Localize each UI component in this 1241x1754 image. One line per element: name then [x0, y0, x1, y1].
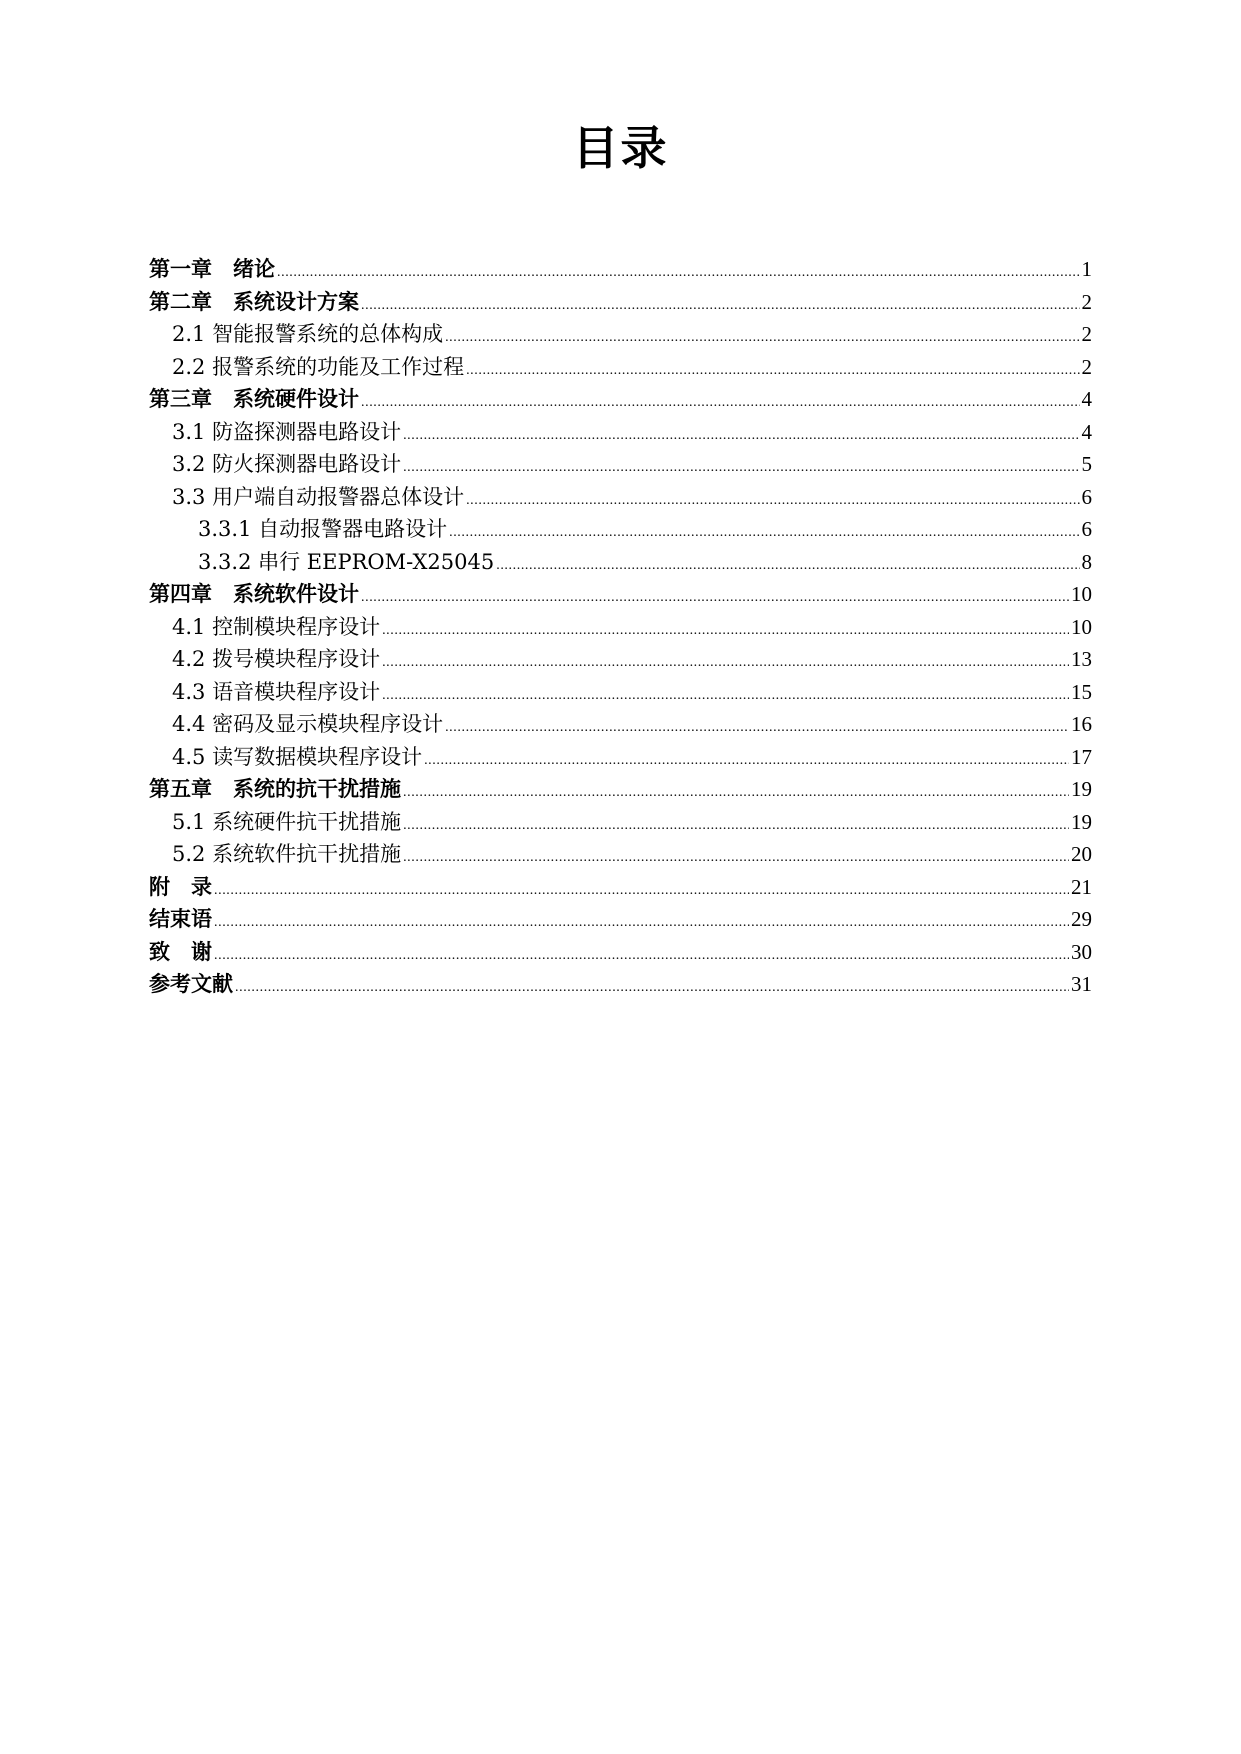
toc-entry-page: 21 [1071, 874, 1092, 899]
toc-entry-page: 17 [1071, 744, 1092, 769]
toc-leader-dots [403, 818, 1069, 834]
toc-entry-page: 20 [1071, 842, 1092, 866]
toc-entry[interactable] [149, 708, 1092, 741]
toc-entry[interactable] [149, 773, 1092, 806]
toc-entry-label: 4.1 控制模块程序设计 [172, 614, 381, 639]
toc-entry[interactable] [149, 416, 1092, 449]
toc-entry-page: 29 [1071, 907, 1092, 931]
toc-entry-page: 16 [1071, 712, 1092, 736]
toc-leader-dots [277, 265, 1080, 281]
toc-entry-label: 第一章 绪论 [149, 256, 275, 281]
toc-entry-label: 致 谢 [149, 938, 212, 964]
toc-entry[interactable] [149, 676, 1092, 709]
toc-entry[interactable] [149, 611, 1092, 644]
toc-entry-label: 第四章 系统软件设计 [149, 581, 359, 606]
toc-leader-dots [361, 395, 1080, 411]
toc-entry[interactable] [149, 286, 1092, 319]
toc-leader-dots [424, 753, 1069, 769]
toc-entry-label: 第五章 系统的抗干扰措施 [149, 776, 401, 801]
toc-entry-label: 附 录 [149, 873, 212, 899]
toc-entry-label: 结束语 [149, 906, 212, 931]
toc-entry[interactable] [149, 448, 1092, 481]
toc-entry[interactable] [149, 936, 1092, 969]
toc-leader-dots [214, 915, 1069, 931]
toc-leader-dots [449, 525, 1079, 541]
toc-entry-page: 10 [1071, 582, 1092, 606]
toc-entry[interactable] [149, 253, 1092, 286]
toc-leader-dots [403, 785, 1069, 801]
toc-entry[interactable] [149, 383, 1092, 416]
toc-entry-label: 4.5 读写数据模块程序设计 [172, 744, 423, 769]
toc-entry-label: 第三章 系统硬件设计 [149, 386, 359, 411]
toc-entry[interactable] [149, 578, 1092, 611]
toc-entry[interactable] [149, 318, 1092, 351]
toc-leader-dots [361, 590, 1069, 606]
toc-entry[interactable] [149, 643, 1092, 676]
toc-entry-label: 2.2 报警系统的功能及工作过程 [172, 354, 465, 379]
toc-entry-page: 1 [1081, 257, 1092, 281]
toc-leader-dots [445, 720, 1069, 736]
page-title: 目录 [572, 121, 669, 175]
toc-entry-label: 5.1 系统硬件抗干扰措施 [172, 809, 402, 834]
toc-entry-label: 4.3 语音模块程序设计 [172, 679, 381, 704]
toc-entry[interactable] [149, 513, 1092, 546]
toc-leader-dots [466, 493, 1079, 509]
toc-leader-dots [445, 330, 1079, 346]
toc-leader-dots [403, 428, 1079, 444]
toc-entry-page: 5 [1081, 452, 1092, 476]
toc-leader-dots [361, 298, 1080, 314]
toc-entry[interactable] [149, 546, 1092, 579]
toc-entry-label: 3.3.2 串行 EEPROM-X25045 [198, 549, 495, 574]
toc-entry[interactable] [149, 806, 1092, 839]
toc-leader-dots [235, 980, 1069, 996]
toc-leader-dots [382, 623, 1069, 639]
toc-leader-dots [496, 558, 1079, 574]
toc-leader-dots [214, 883, 1069, 899]
toc-entry-label: 4.4 密码及显示模块程序设计 [172, 712, 444, 736]
table-of-contents [149, 253, 1092, 1001]
toc-entry-page: 2 [1081, 354, 1092, 379]
toc-entry[interactable] [149, 871, 1092, 904]
toc-entry[interactable] [149, 968, 1092, 1001]
toc-entry-page: 6 [1081, 517, 1092, 541]
toc-entry-page: 19 [1071, 809, 1092, 834]
toc-entry-page: 2 [1081, 289, 1092, 314]
toc-entry-label: 2.1 智能报警系统的总体构成 [172, 322, 444, 346]
toc-entry[interactable] [149, 838, 1092, 871]
toc-entry-label: 第二章 系统设计方案 [149, 288, 359, 314]
toc-entry-page: 6 [1081, 484, 1092, 509]
toc-entry-label: 3.3 用户端自动报警器总体设计 [172, 484, 465, 509]
toc-entry-label: 4.2 拨号模块程序设计 [172, 647, 381, 671]
toc-leader-dots [382, 688, 1069, 704]
toc-entry-page: 31 [1071, 972, 1092, 996]
toc-entry-page: 10 [1071, 614, 1092, 639]
toc-entry-page: 4 [1081, 419, 1092, 444]
toc-entry-page: 13 [1071, 647, 1092, 671]
toc-entry-label: 3.2 防火探测器电路设计 [172, 452, 402, 476]
toc-entry-page: 30 [1071, 939, 1092, 964]
toc-entry-page: 19 [1071, 777, 1092, 801]
toc-leader-dots [382, 655, 1069, 671]
toc-entry-label: 参考文献 [149, 971, 233, 996]
toc-entry-label: 3.3.1 自动报警器电路设计 [198, 517, 448, 541]
toc-leader-dots [214, 948, 1069, 964]
toc-entry[interactable] [149, 481, 1092, 514]
toc-entry-label: 5.2 系统软件抗干扰措施 [172, 842, 402, 866]
toc-leader-dots [466, 363, 1079, 379]
toc-leader-dots [403, 460, 1079, 476]
toc-entry-page: 2 [1081, 322, 1092, 346]
toc-entry[interactable] [149, 351, 1092, 384]
toc-entry[interactable] [149, 903, 1092, 936]
toc-entry-label: 3.1 防盗探测器电路设计 [172, 419, 402, 444]
toc-entry-page: 4 [1081, 387, 1092, 411]
toc-entry[interactable] [149, 741, 1092, 774]
toc-entry-page: 8 [1081, 549, 1092, 574]
toc-entry-page: 15 [1071, 679, 1092, 704]
toc-leader-dots [403, 850, 1069, 866]
